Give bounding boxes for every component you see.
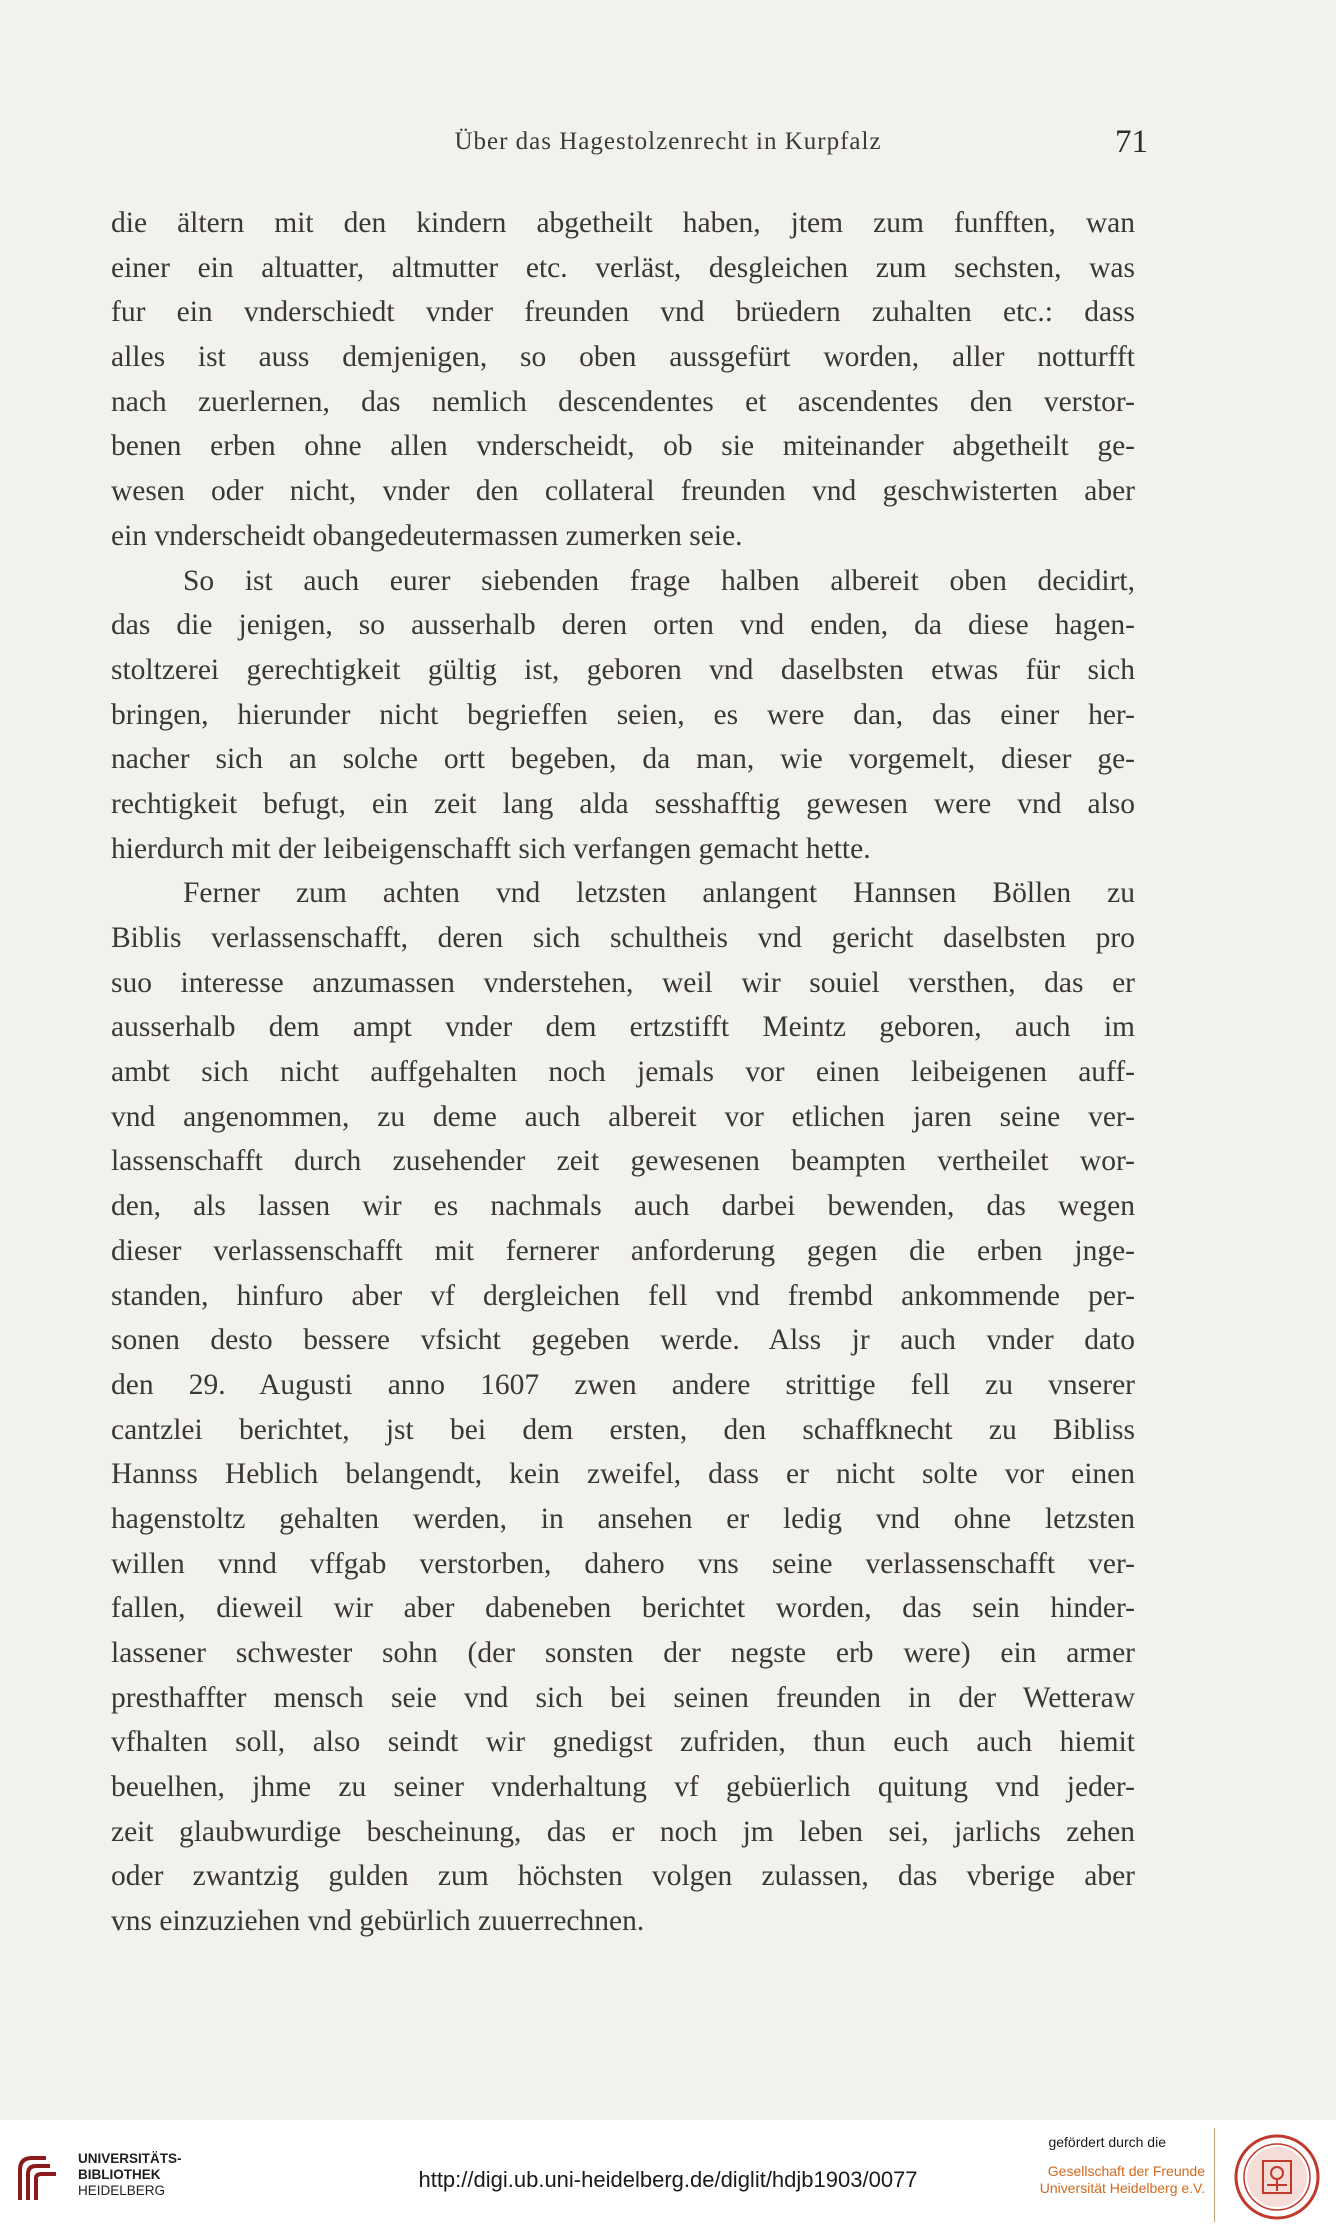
text-line: stoltzerei gerechtigkeit gültig ist, geboren vnd daselbsten etwas für sich (111, 653, 1135, 686)
text-line: fallen, dieweil wir aber dabeneben berichtet worden, das sein hinder- (111, 1592, 1135, 1625)
text-line: vns einzuziehen vnd gebürlich zuuerrechnen. (111, 1905, 645, 1938)
text-line: vnd angenommen, zu deme auch albereit vor etlichen jaren seine ver- (111, 1100, 1135, 1133)
text-line: die ältern mit den kindern abgetheilt haben, jtem zum funfften, wan (111, 207, 1135, 239)
library-name-line-1: UNIVERSITÄTS- (78, 2151, 182, 2166)
text-line: hagenstoltz gehalten werden, in ansehen er ledig vnd ohne letzsten (111, 1502, 1135, 1535)
text-line: presthaffter mensch seie vnd sich bei seinen freunden in der Wetteraw (111, 1681, 1135, 1714)
footer-bar (0, 2120, 1336, 2225)
text-line: zeit glaubwurdige bescheinung, das er noch jm leben sei, jarlichs zehen (111, 1815, 1135, 1848)
text-line: rechtigkeit befugt, ein zeit lang alda sesshafftig gewesen were vnd also (111, 787, 1135, 820)
text-line: benen erben ohne allen vnderscheidt, ob sie miteinander abgetheilt ge- (111, 430, 1135, 463)
footer-divider (1214, 2128, 1215, 2222)
text-line: nacher sich an solche ortt begeben, da man, wie vorgemelt, dieser ge- (111, 743, 1135, 776)
text-line: den, als lassen wir es nachmals auch darbei bewenden, das wegen (111, 1190, 1135, 1223)
society-name (1040, 2163, 1205, 2197)
university-seal-icon (1233, 2133, 1321, 2221)
text-line: ambt sich nicht auffgehalten noch jemals vor einen leibeigenen auff- (111, 1056, 1135, 1089)
text-line: willen vnnd vffgab verstorben, dahero vns seine verlassenschafft ver- (111, 1547, 1135, 1580)
text-line: So ist auch eurer siebenden frage halben albereit oben decidirt, (183, 564, 1135, 597)
text-line: vfhalten soll, also seindt wir gnedigst zufriden, thun euch auch hiemit (111, 1726, 1135, 1759)
text-line: alles ist auss demjenigen, so oben aussgefürt worden, aller notturfft (111, 341, 1135, 374)
text-line: cantzlei berichtet, jst bei dem ersten, den schaffknecht zu Bibliss (111, 1413, 1135, 1446)
text-line: einer ein altuatter, altmutter etc. verläst, desgleichen zum sechsten, was (111, 251, 1135, 284)
text-line: nach zuerlernen, das nemlich descendentes et ascendentes den verstor- (111, 385, 1135, 418)
text-line: oder zwantzig gulden zum höchsten volgen zulassen, das vberige aber (111, 1860, 1135, 1893)
text-line: ausserhalb dem ampt vnder dem ertzstifft Meintz geboren, auch im (111, 1011, 1135, 1044)
text-line: Biblis verlassenschafft, deren sich schultheis vnd gericht daselbsten pro (111, 922, 1135, 954)
text-line: Hannss Heblich belangendt, kein zweifel, dass er nicht solte vor einen (111, 1458, 1135, 1491)
text-line: sonen desto bessere vfsicht gegeben werde. Alss jr auch vnder dato (111, 1324, 1135, 1357)
text-line: lassenschafft durch zusehender zeit gewesenen beampten vertheilet wor- (111, 1145, 1135, 1178)
society-name-line-2: Universität Heidelberg e.V. (1039, 2180, 1205, 2196)
body-text (111, 201, 1135, 1944)
paragraph (111, 201, 1135, 559)
text-line: hierdurch mit der leibeigenschafft sich verfangen gemacht hette. (111, 832, 871, 865)
funded-by-label: gefördert durch die (1048, 2134, 1166, 2150)
text-line: den 29. Augusti anno 1607 zwen andere strittige fell zu vnserer (111, 1368, 1135, 1401)
society-name-line-1: Gesellschaft der Freunde (1047, 2163, 1205, 2179)
text-line: fur ein vnderschiedt vnder freunden vnd brüedern zuhalten etc.: dass (111, 296, 1135, 329)
paragraph (111, 871, 1135, 1944)
text-line: beuelhen, jhme zu seiner vnderhaltung vf gebüerlich quitung vnd jeder- (111, 1771, 1135, 1804)
library-name-line-3: HEIDELBERG (78, 2183, 166, 2198)
running-title: Über das Hagestolzenrecht in Kurpfalz (454, 128, 882, 155)
text-line: ein vnderscheidt obangedeutermassen zumerken seie. (111, 519, 743, 552)
running-head (0, 124, 1336, 168)
text-line: lassener schwester sohn (der sonsten der negste erb were) ein armer (111, 1637, 1135, 1669)
text-line: dieser verlassenschafft mit fernerer anforderung gegen die erben jnge- (111, 1234, 1135, 1267)
text-line: bringen, hierunder nicht begrieffen seien, es were dan, das einer her- (111, 698, 1135, 731)
text-line: standen, hinfuro aber vf dergleichen fell vnd frembd ankommende per- (111, 1279, 1135, 1312)
library-name-line-2: BIBLIOTHEK (78, 2167, 161, 2182)
page-number: 71 (1115, 124, 1148, 160)
text-line: wesen oder nicht, vnder den collateral freunden vnd geschwisterten aber (111, 475, 1135, 508)
text-line: suo interesse anzumassen vnderstehen, weil wir souiel versthen, das er (111, 966, 1135, 999)
text-line: das die jenigen, so ausserhalb deren orten vnd enden, da diese hagen- (111, 609, 1135, 642)
text-line: Ferner zum achten vnd letzsten anlangent Hannsen Böllen zu (183, 877, 1135, 910)
permalink-url[interactable]: http://digi.ub.uni-heidelberg.de/diglit/hdjb1903/0077 (418, 2167, 918, 2192)
paragraph (111, 559, 1135, 872)
